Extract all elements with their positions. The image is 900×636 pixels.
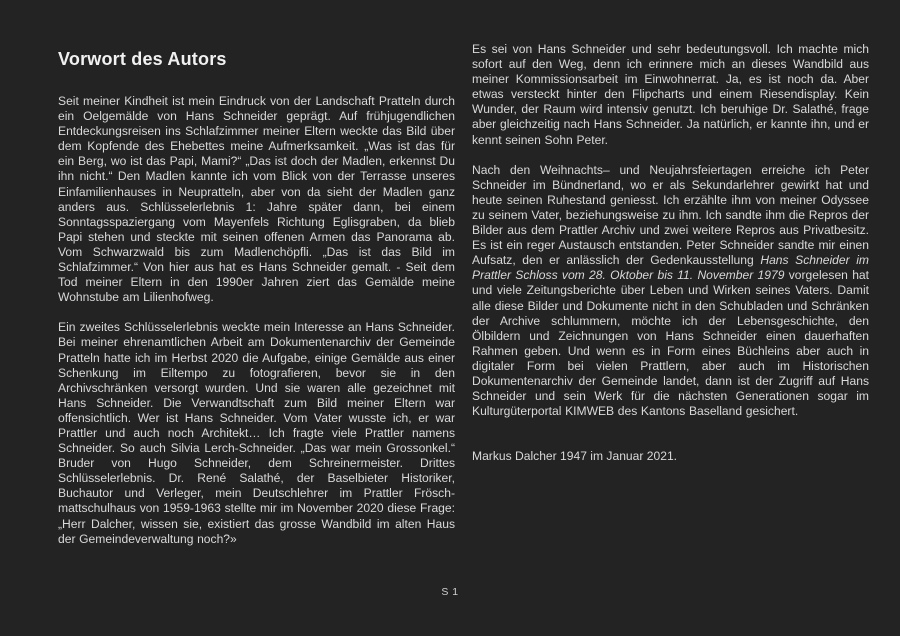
paragraph-text-after-italic: vorgelesen hat und viele Zeitungsberichte über Leben und Wirken seines Vaters. Damit alle diese Bilder und Dokumente nicht in den Schubladen und Schränken der Archive schlummern, möchte ich der Lebensgeschichte, den Ölbildern und Zeichnungen von Hans Schneider einen dauerhaften Rahmen geben. Und wenn es in Form eines Büchleins aber auch in digitaler Form bei vielen Prattlern, aber auch im Historischen Dokumentenarchiv der Gemeinde landet, dann ist der Zugriff auf Hans Schneider und sein Werk für die nächsten Generationen sogar im Kulturgüterportal KIMWEB des Kantons Baselland gesichert. xyxy=(472,268,870,419)
paragraph-text-before-italic: Nach den Weihnachts– und Neujahrsfeiertagen erreiche ich Peter Schneider im Bündnerland, wo er als Sekundarlehrer gewirkt hat und heute seinen Ruhestand geniesst. Ich erzählte ihm von meiner Odyssee zu seinem Vater, beziehungsweise zu ihm. Ich sandte ihm die Repros der Bilder aus dem Prattler Archiv und zwei weitere Repros aus Privatbesitz. Es ist ein reger Austausch entstanden. Peter Schneider sandte mir einen Aufsatz, den er anlässlich der Gedenkausstellung xyxy=(472,162,869,268)
right-column xyxy=(472,40,869,562)
right-paragraph-2 xyxy=(472,163,869,420)
author-signature: Markus Dalcher 1947 im Januar 2021. xyxy=(472,449,678,464)
left-paragraph-2: Ein zweites Schlüsselerlebnis weckte mein Interesse an Hans Schneider. Bei meiner ehrenamtlichen Arbeit am Dokumentenarchiv der Gemeinde Pratteln hatte ich im Herbst 2020 die Aufgabe, einige Gemälde aus einer Schenkung im Eiltempo zu fotografieren, bevor sie in den Archivschränken versorgt wurden. Und sie waren alle gezeichnet mit Hans Schneider. Die Verwandtschaft zum Bild meiner Eltern war offensichtlich. Wer ist Hans Schneider. Vom Vater wusste ich, er war Prattler und auch noch Architekt… Ich fragte viele Prattler namens Schneider. So auch Silvia Lerch-Schneider. „Das war mein Grossonkel.“ Bruder von Hugo Schneider, dem Schreinermeister. Drittes Schlüsselerlebnis. Dr. René Salathé, der Baselbieter Historiker, Buchautor und Verleger, mein Deutschlehrer im Prattler Fröschmattschulhaus von 1959-1963 stellte mir im November 2020 diese Frage: „Herr Dalcher, wissen sie, existiert das grosse Wandbild im alten Haus der Gemeindeverwaltung noch?» xyxy=(58,320,455,546)
left-column xyxy=(58,40,455,562)
right-paragraph-1: Es sei von Hans Schneider und sehr bedeutungsvoll. Ich machte mich sofort auf den Weg, denn ich erinnere mich an dieses Wandbild aus meiner Kommissionsarbeit im Einwohnerrat. Ja, es ist noch da. Aber etwas versteckt hinter den Flipcharts und einem Riesendisplay. Kein Wunder, der Raum wird intensiv genutzt. Ich beruhige Dr. Salathé, frage aber gleichzeitig nach Hans Schneider. Ja natürlich, er kannte ihn, und er kennt seinen Sohn Peter. xyxy=(472,42,869,147)
page-number: S 1 xyxy=(441,586,459,598)
left-paragraph-1: Seit meiner Kindheit ist mein Eindruck von der Landschaft Pratteln durch ein Oelgemälde von Hans Schneider geprägt. Auf frühjugendlichen Entdeckungsreisen ins Schlafzimmer meiner Eltern weckte das Bild über dem Kopfende des Ehebettes meine Aufmerksamkeit. „Was ist das für ein Berg, wo ist das Papi, Mami?“ „Das ist doch der Madlen, erkennst Du ihn nicht.“ Den Madlen kannte ich vom Blick von der Terrasse unseres Einfamilienhauses in Neupratteln, aber von da sieht der Madlen ganz anders aus. Schlüsselerlebnis 1: Jahre später dann, bei einem Sonntagsspaziergang vom Mayenfels Richtung Eglisgraben, da blieb Papi stehen und steckte mit seinen offenen Armen das Panorama ab. Vom Schwarzwald bis zum Madlenchöpfli. „Das ist das Bild im Schlafzimmer.“ Von hier aus hat es Hans Schneider gemalt. - Seit dem Tod meiner Eltern in den 1990er Jahren ziert das Gemälde meine Wohnstube am Lilienhofweg. xyxy=(58,94,455,305)
page-title: Vorwort des Autors xyxy=(58,49,227,69)
exhibition-title-italic: Hans Schneider im Prattler Schloss vom 28. Oktober bis 11. November 1979 xyxy=(472,253,869,283)
